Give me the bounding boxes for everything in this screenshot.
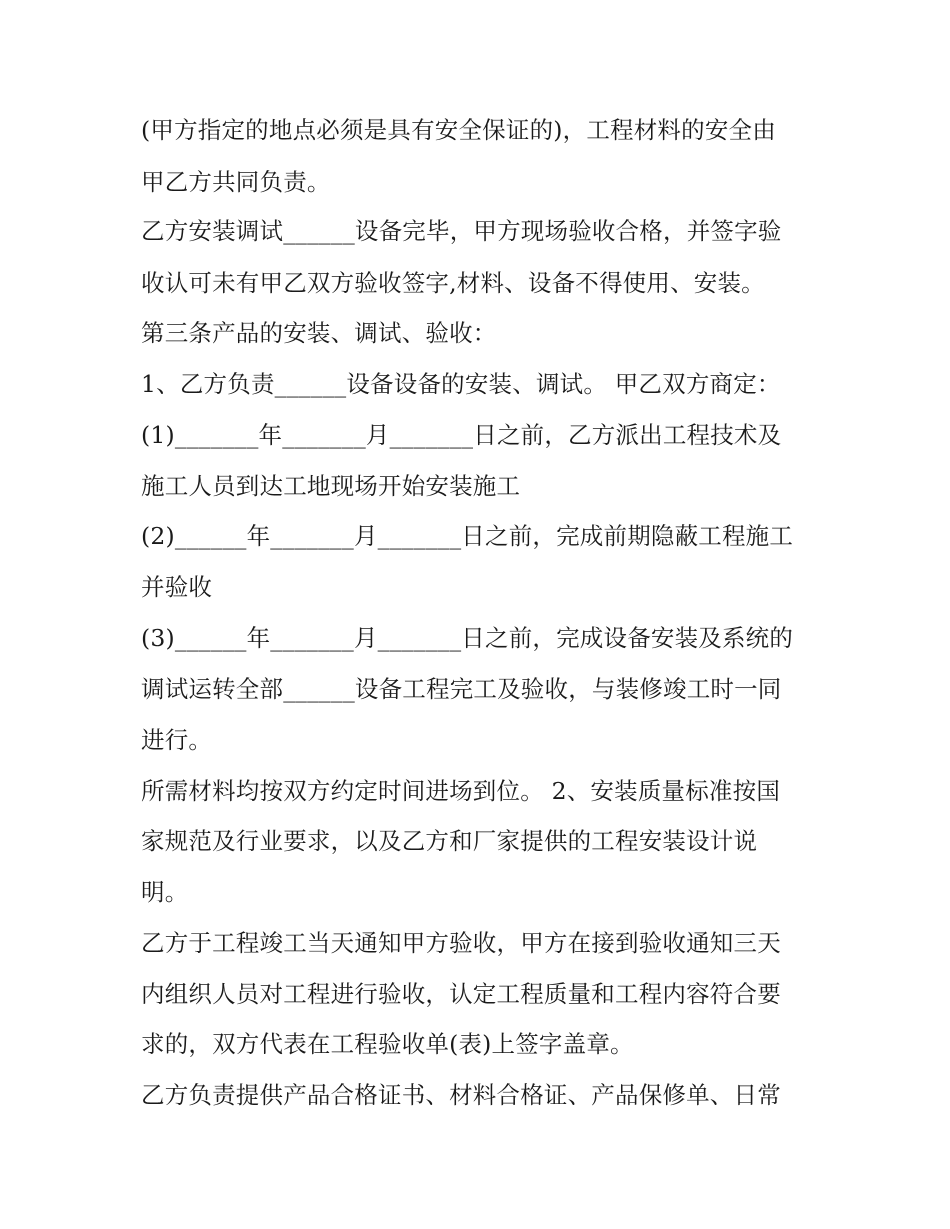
- text-line: 收认可未有甲乙双方验收签字,材料、设备不得使用、安装。: [141, 269, 765, 297]
- text-line: 乙方于工程竣工当天通知甲方验收，甲方在接到验收通知三天: [141, 929, 781, 957]
- text-line: 施工人员到达工地现场开始安装施工: [141, 472, 521, 500]
- text-line: 并验收: [141, 573, 213, 601]
- text-line: (1)_______年_______月_______日之前，乙方派出工程技术及: [141, 421, 782, 449]
- text-line: (甲方指定的地点必须是具有安全保证的)，工程材料的安全由: [141, 116, 776, 144]
- text-line: (3)______年_______月_______日之前，完成设备安装及系统的: [141, 624, 794, 652]
- text-line: 所需材料均按双方约定时间进场到位。 2、安装质量标准按国: [141, 777, 781, 805]
- text-line: 乙方负责提供产品合格证书、材料合格证、产品保修单、日常: [141, 1081, 781, 1109]
- text-line: 进行。: [141, 726, 213, 754]
- text-line: (2)______年_______月_______日之前，完成前期隐蔽工程施工: [141, 522, 794, 550]
- text-line: 明。: [141, 878, 189, 906]
- text-line: 1、乙方负责______设备设备的安装、调试。 甲乙双方商定：: [141, 370, 781, 398]
- text-line: 调试运转全部______设备工程完工及验收，与装修竣工时一同: [141, 675, 782, 703]
- text-line: 乙方安装调试______设备完毕，甲方现场验收合格，并签字验: [141, 217, 782, 245]
- text-line: 甲乙方共同负责。: [141, 168, 331, 196]
- text-line: 家规范及行业要求，以及乙方和厂家提供的工程安装设计说: [141, 827, 758, 855]
- text-line: 内组织人员对工程进行验收，认定工程质量和工程内容符合要: [141, 980, 781, 1008]
- text-line: 第三条产品的安装、调试、验收：: [141, 319, 497, 347]
- text-line: 求的，双方代表在工程验收单(表)上签字盖章。: [141, 1030, 634, 1058]
